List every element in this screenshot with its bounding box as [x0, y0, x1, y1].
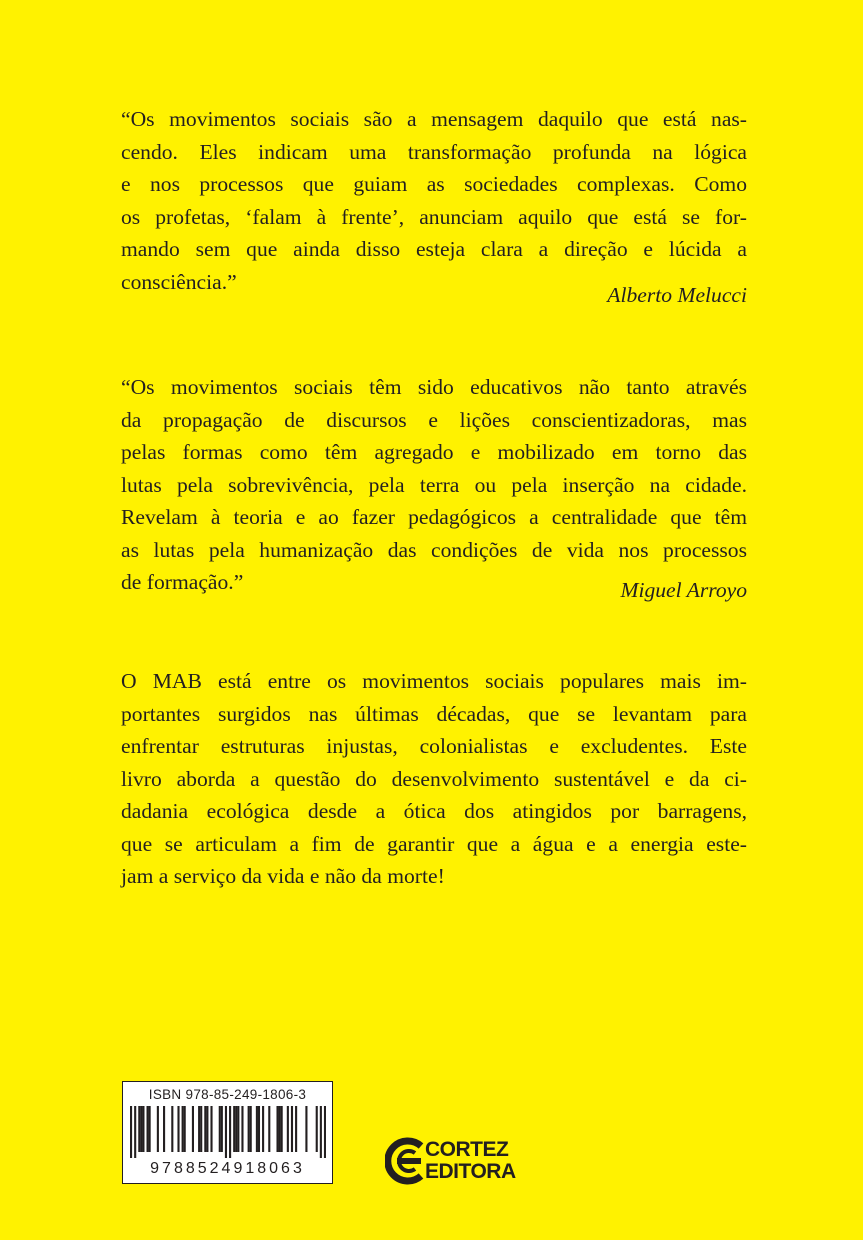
barcode-bar [140, 1106, 142, 1152]
quote-arroyo-line: lutas pela sobrevivência, pela terra ou pela inserção na cidade. [121, 472, 747, 497]
barcode-bars [130, 1106, 326, 1158]
barcode-bar [130, 1106, 132, 1158]
quote-arroyo-line: de formação.” [121, 570, 244, 594]
quote-arroyo-line: as lutas pela humanização das condições de vida nos processos [121, 537, 747, 562]
barcode-bar [184, 1106, 186, 1152]
barcode-bar [221, 1106, 223, 1152]
logo-line-2: EDITORA [425, 1160, 516, 1183]
barcode-bar [320, 1106, 322, 1158]
book-description [121, 665, 747, 893]
logo-line-1: CORTEZ [425, 1138, 509, 1161]
quote-melucci-line: “Os movimentos sociais são a mensagem daquilo que está nas- [121, 107, 747, 131]
quote-melucci-line: os profetas, ‘falam à frente’, anunciam aquilo que está se for- [121, 204, 747, 229]
barcode-bar [229, 1106, 231, 1158]
barcode-bar [262, 1106, 264, 1152]
barcode-bar [291, 1106, 293, 1152]
quote-melucci-line: consciência.” [121, 269, 237, 294]
barcode-bar [248, 1106, 250, 1152]
barcode-bar [281, 1106, 283, 1152]
barcode-bar [287, 1106, 289, 1152]
barcode-bar [171, 1106, 173, 1152]
quote-arroyo-line: “Os movimentos sociais têm sido educativos não tanto através [121, 375, 747, 399]
barcode-bar [305, 1106, 307, 1152]
barcode-bar [233, 1106, 235, 1152]
barcode-bar [316, 1106, 318, 1152]
barcode-bar [295, 1106, 297, 1152]
description-line: jam a serviço da vida e não da morte! [121, 864, 445, 888]
quote-arroyo-line: da propagação de discursos e lições conscientizadoras, mas [121, 407, 747, 432]
barcode-bar [147, 1106, 149, 1152]
barcode-bar [279, 1106, 281, 1152]
barcode-bar [210, 1106, 212, 1152]
barcode-bar [134, 1106, 136, 1158]
barcode-bar [219, 1106, 221, 1152]
barcode-bar [198, 1106, 200, 1152]
quote-arroyo-line: pelas formas como têm agregado e mobilizado em torno das [121, 440, 747, 464]
description-line: enfrentar estruturas injustas, colonialistas e excludentes. Este [121, 734, 747, 758]
barcode-bar [250, 1106, 252, 1152]
barcode-bar [204, 1106, 206, 1152]
barcode-bar [200, 1106, 202, 1152]
barcode-bar [268, 1106, 270, 1152]
description-line: dadania ecológica desde a ótica dos atingidos por barragens, [121, 799, 747, 823]
barcode-bar [225, 1106, 227, 1158]
barcode-digits: 9788524918063 [150, 1160, 305, 1177]
quote-arroyo [121, 371, 747, 599]
description-line: portantes surgidos nas últimas décadas, que se levantam para [121, 701, 747, 726]
barcode-bar [149, 1106, 151, 1152]
cortez-editora-logo [385, 1136, 535, 1186]
description-line: livro aborda a questão do desenvolvimento sustentável e da ci- [121, 766, 747, 791]
quote-melucci-line: cendo. Eles indicam uma transformação profunda na lógica [121, 139, 747, 164]
barcode-bar [142, 1106, 144, 1152]
barcode-bar [256, 1106, 258, 1152]
quote-melucci-line: e nos processos que guiam as sociedades complexas. Como [121, 172, 747, 196]
quote-arroyo-line: Revelam à teoria e ao fazer pedagógicos a centralidade que têm [121, 505, 747, 529]
barcode-bar [324, 1106, 326, 1158]
author-arroyo: Miguel Arroyo [620, 578, 747, 602]
barcode-bar [182, 1106, 184, 1152]
author-melucci: Alberto Melucci [607, 283, 747, 307]
barcode-bar [163, 1106, 165, 1152]
barcode-bar [276, 1106, 278, 1152]
barcode-bar [237, 1106, 239, 1152]
quote-melucci-line: mando sem que ainda disso esteja clara a direção e lúcida a [121, 237, 747, 261]
isbn-label: ISBN 978-85-249-1806-3 [148, 1087, 307, 1102]
description-line: que se articulam a fim de garantir que a água e a energia este- [121, 831, 747, 856]
quote-melucci [121, 103, 747, 298]
cortez-c-icon [385, 1137, 427, 1185]
barcode-bar [177, 1106, 179, 1152]
barcode-bar [258, 1106, 260, 1152]
barcode-bar [192, 1106, 194, 1152]
barcode-bar [241, 1106, 243, 1152]
barcode-bar [235, 1106, 237, 1152]
isbn-barcode [122, 1081, 333, 1184]
barcode-bar [138, 1106, 140, 1152]
description-line: O MAB está entre os movimentos sociais populares mais im- [121, 669, 747, 693]
barcode-bar [206, 1106, 208, 1152]
barcode-bar [157, 1106, 159, 1152]
